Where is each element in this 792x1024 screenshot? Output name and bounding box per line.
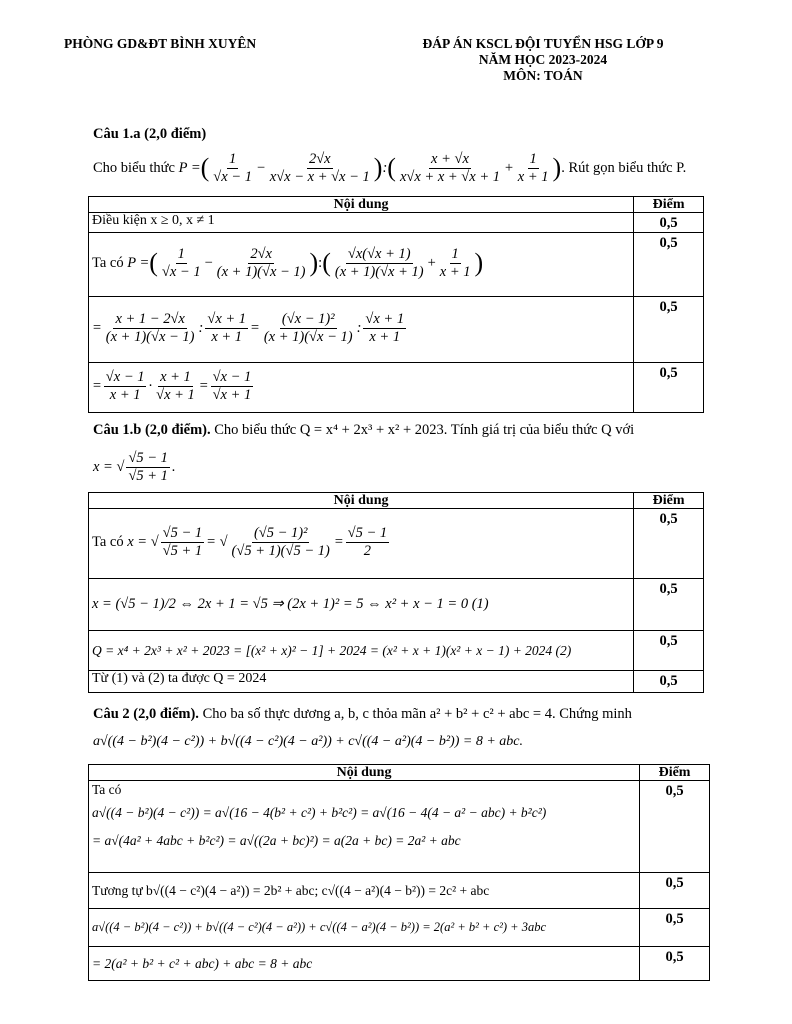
title-line-2: NĂM HỌC 2023-2024 bbox=[478, 52, 608, 67]
q2-row1-line1: Ta có bbox=[92, 782, 122, 797]
q1b-row2-text bbox=[89, 579, 634, 631]
q2-row3-line1: a√((4 − b²)(4 − c²)) + b√((4 − c²)(4 − a²)) + c√((4 − a²)(4 − b²)) = 2(a² + b² + c²) + 3abc bbox=[92, 920, 547, 934]
q1b-row1-text: Ta có x = √ $\frac{√5 - 1}{√5 + 1}$ = √ $\frac{\text{(√5 − 1)²}}{(√5 + 1)(√5 - 1)}$ = $\frac{√5 - 1}{2}$ bbox=[89, 509, 634, 579]
q2-row1-score: 0,5 bbox=[640, 781, 710, 873]
title-line-1: ĐÁP ÁN KSCL ĐỘI TUYỂN HSG LỚP 9 bbox=[422, 36, 664, 51]
q1b-row3-text bbox=[89, 631, 634, 671]
q1a-col-content: Nội dung bbox=[89, 197, 634, 213]
q2-row4-line1: = 2(a² + b² + c² + abc) + abc = 8 + abc bbox=[92, 955, 313, 971]
q1b-row2-math: x = (√5 − 1)/2 ⇔ 2x + 1 = √5 ⇒ (2x + 1)² = 5 ⇔ x² + x − 1 = 0 (1) bbox=[92, 596, 489, 612]
q1b-row1-score: 0,5 bbox=[634, 509, 704, 579]
q1b-row3-score: 0,5 bbox=[634, 631, 704, 671]
q1b-prompt: Cho biểu thức Q = x⁴ + 2x³ + x² + 2023. Tính giá trị của biểu thức Q với bbox=[214, 422, 635, 438]
q2-prompt2: a√((4 − b²)(4 − c²)) + b√((4 − c²)(4 − a²)) + c√((4 − a²)(4 − b²)) = 8 + abc. bbox=[93, 734, 523, 749]
q1a-prompt-pre: Cho biểu thức bbox=[93, 159, 175, 176]
q2-prompt-line bbox=[93, 706, 725, 723]
q1a-table bbox=[88, 196, 704, 413]
q1b-row4-score: 0,5 bbox=[634, 671, 704, 693]
title-line-3: MÔN: TOÁN bbox=[503, 68, 583, 83]
q1a-row2-score: 0,5 bbox=[634, 233, 704, 297]
q1b-col-score: Điểm bbox=[634, 493, 704, 509]
q1a-col-score: Điểm bbox=[634, 197, 704, 213]
q1a-row4-math: = $\frac{√x - 1}{x + 1}$ · $\frac{x + 1}{√x + 1}$ = $\frac{√x - 1}{√x + 1}$ bbox=[89, 363, 634, 413]
q1a-row2-text: Ta có P = ( $\frac{1}{√x - 1}$ − $\frac{2√x}{(x + 1)(√x - 1)}$ ) : ( $\frac{√x(√x + 1)}{(x + 1)(√x + 1)}$ + $\frac{1}{x + 1}$ ) bbox=[89, 233, 634, 297]
q2-row2-line1: Tương tự b√((4 − c²)(4 − a²)) = 2b² + abc; c√((4 − a²)(4 − b²)) = 2c² + abc bbox=[92, 882, 490, 898]
q1b-row4-text: Từ (1) và (2) ta được Q = 2024 bbox=[89, 671, 634, 693]
q2-col-content: Nội dung bbox=[89, 765, 640, 781]
q2-row4-score: 0,5 bbox=[640, 947, 710, 981]
q1b-x-value: x = √ $\frac{√5 - 1}{√5 + 1}$ . bbox=[93, 449, 176, 484]
q1a-row3-math: = $\frac{x + 1 - 2√x}{(x + 1)(√x - 1)}$ : $\frac{√x + 1}{x + 1}$ = $\frac{\text{(√x − 1)²}}{(x + 1)(√x - 1)}$ : $\frac{√x + 1}{x + 1}$ bbox=[89, 297, 634, 363]
org-name: PHÒNG GD&ĐT BÌNH XUYÊN bbox=[64, 36, 257, 51]
q2-row1-line2: a√((4 − b²)(4 − c²)) = a√(16 − 4(b² + c²) + b²c²) = a√(16 − 4(4 − a² − abc) + b²c²) bbox=[92, 805, 547, 820]
q2-prompt1: Cho ba số thực dương a, b, c thỏa mãn a² + b² + c² + abc = 4. Chứng minh bbox=[202, 706, 632, 722]
q1a-prompt-post: . Rút gọn biểu thức P. bbox=[561, 159, 687, 176]
q1b-title: Câu 1.b (2,0 điểm). bbox=[93, 422, 211, 438]
q2-table bbox=[88, 764, 710, 981]
q1b-row3-math: Q = x⁴ + 2x³ + x² + 2023 = [(x² + x)² − 1] + 2024 = (x² + x + 1)(x² + x − 1) + 2024 (2) bbox=[92, 642, 572, 658]
q1b-col-content: Nội dung bbox=[89, 493, 634, 509]
q2-row1 bbox=[89, 781, 640, 873]
q2-title: Câu 2 (2,0 điểm). bbox=[93, 706, 199, 722]
q1b-row2-score: 0,5 bbox=[634, 579, 704, 631]
q1a-title: Câu 1.a (2,0 điểm) bbox=[93, 126, 207, 142]
q1a-row2-prefix: Ta có bbox=[92, 254, 124, 271]
q1a-row1-score: 0,5 bbox=[634, 213, 704, 233]
q2-row2 bbox=[89, 873, 640, 909]
q2-row3-score: 0,5 bbox=[640, 909, 710, 947]
q2-col-score: Điểm bbox=[640, 765, 710, 781]
q1a-row4-score: 0,5 bbox=[634, 363, 704, 413]
q1b-prompt-line bbox=[93, 422, 725, 439]
q1b-table bbox=[88, 492, 704, 693]
q1a-row1-text: Điều kiện x ≥ 0, x ≠ 1 bbox=[89, 213, 634, 233]
doc-title bbox=[398, 36, 688, 84]
q2-row3 bbox=[89, 909, 640, 947]
q1a-row3-score: 0,5 bbox=[634, 297, 704, 363]
q2-row4 bbox=[89, 947, 640, 981]
q2-row1-line3: = a√(4a² + 4abc + b²c²) = a√((2a + bc)²) = a(2a + bc) = 2a² + abc bbox=[92, 833, 461, 848]
q1a-prompt bbox=[93, 146, 725, 190]
q1b-row1-prefix: Ta có bbox=[92, 533, 124, 550]
q2-row2-score: 0,5 bbox=[640, 873, 710, 909]
q1a-formula: P = ( $\frac{1}{√x - 1}$ − $\frac{2√x}{x√x - x + √x - 1}$ ) : ( $\frac{x + √x}{x√x + x + √x + 1}$ + $\frac{1}{x + 1}$ ) bbox=[178, 150, 562, 185]
